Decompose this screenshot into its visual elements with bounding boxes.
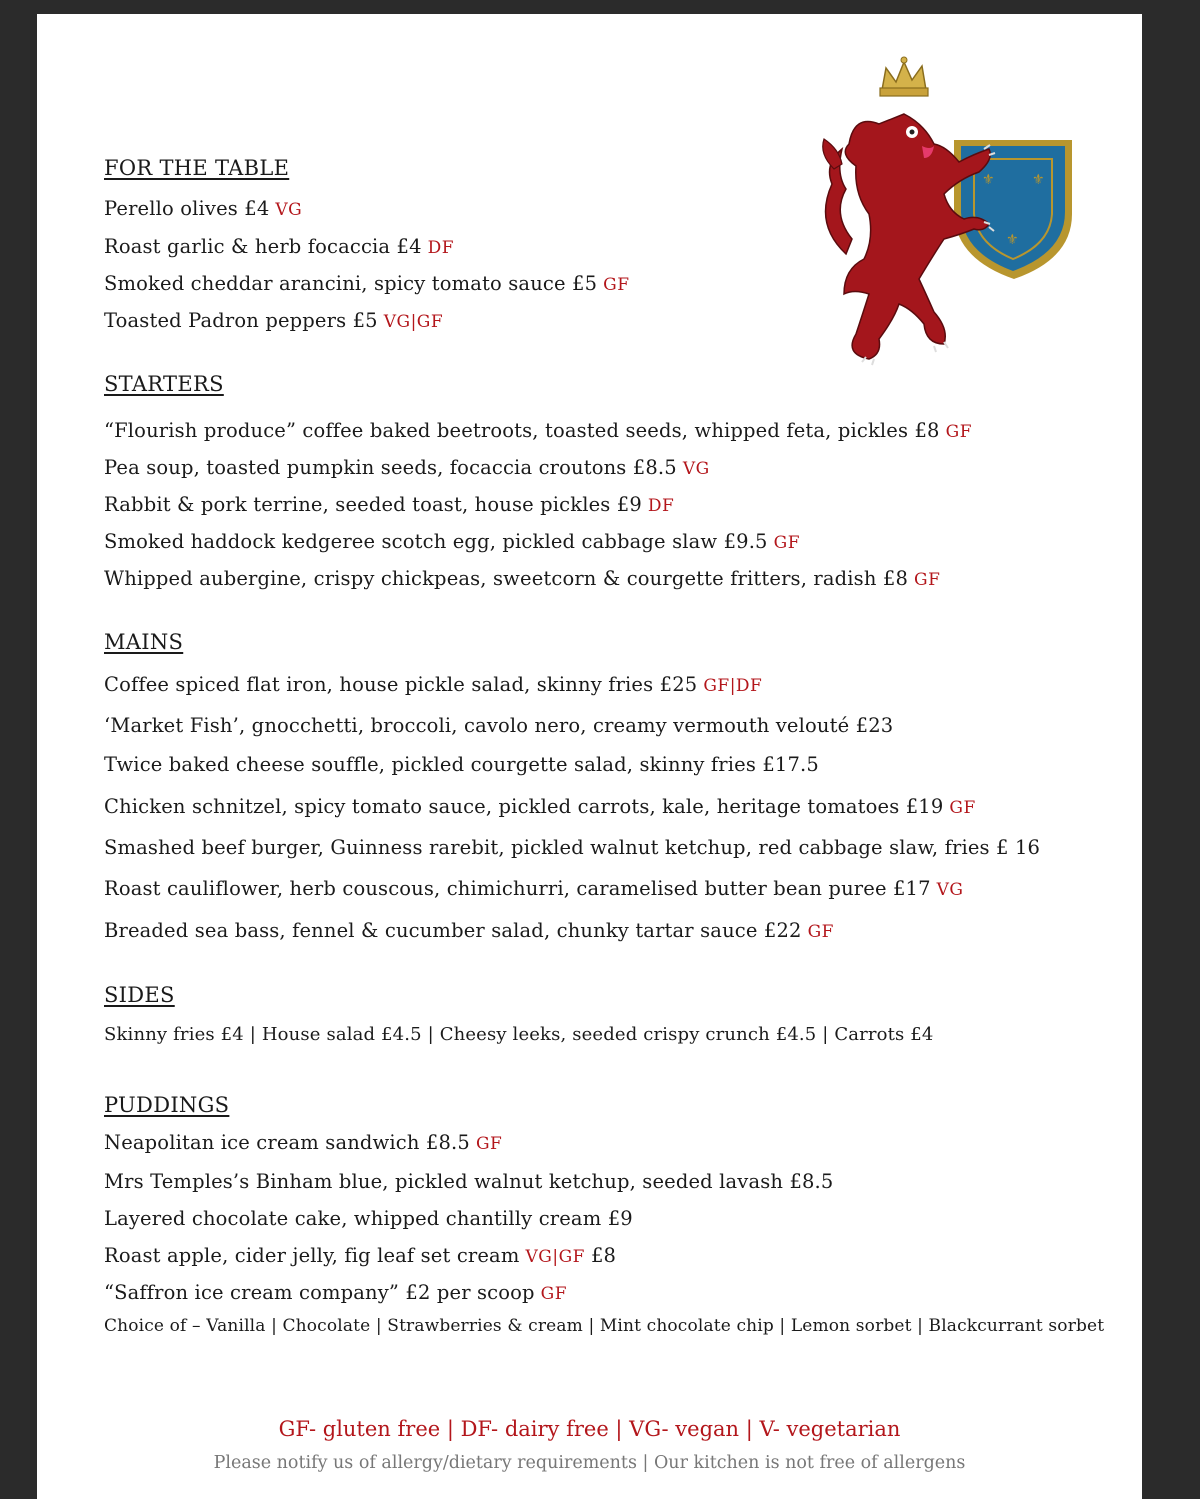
dietary-tag: GF [540, 1284, 568, 1304]
menu-item [104, 530, 800, 553]
dietary-tag: GF [914, 570, 941, 590]
svg-text:⚜: ⚜ [982, 172, 995, 188]
dietary-tag: DF [427, 238, 455, 258]
menu-item-text: Chicken schnitzel, spicy tomato sauce, pickled carrots, kale, heritage tomatoes £19 [104, 795, 944, 818]
menu-item [104, 456, 710, 479]
menu-item-text: Layered chocolate cake, whipped chantilly cream £9 [104, 1207, 633, 1230]
menu-item-text: Smashed beef burger, Guinness rarebit, pickled walnut ketchup, red cabbage slaw, fries £ 16 [104, 836, 1041, 859]
dietary-tag: VG|GF [383, 312, 444, 332]
dietary-tag: VG [936, 880, 964, 900]
menu-item-text: Toasted Padron peppers £5 [104, 309, 378, 332]
menu-item [104, 1131, 502, 1154]
menu-item-text: Breaded sea bass, fennel & cucumber salad, chunky tartar sauce £22 [104, 919, 802, 942]
menu-item-text: Smoked cheddar arancini, spicy tomato sauce £5 [104, 272, 598, 295]
dietary-tag: VG [275, 200, 303, 220]
menu-item [104, 673, 762, 696]
menu-item-text: “Saffron ice cream company” £2 per scoop [104, 1281, 535, 1304]
dietary-tag: DF [647, 496, 675, 516]
menu-item [104, 1281, 567, 1304]
svg-text:⚜: ⚜ [1006, 232, 1019, 248]
section-heading: MAINS [104, 630, 184, 654]
menu-item [104, 1207, 633, 1230]
menu-page [37, 14, 1142, 1499]
section-heading: PUDDINGS [104, 1093, 230, 1117]
menu-item-text: Whipped aubergine, crispy chickpeas, sweetcorn & courgette fritters, radish £8 [104, 567, 909, 590]
menu-item-text: Choice of – Vanilla | Chocolate | Strawberries & cream | Mint chocolate chip | Lemon sorbet | Blackcurrant sorbet [104, 1316, 1105, 1336]
menu-item [104, 836, 1040, 859]
section-heading: FOR THE TABLE [104, 156, 290, 180]
menu-item [104, 714, 893, 737]
menu-item-text: Twice baked cheese souffle, pickled courgette salad, skinny fries £17.5 [104, 753, 819, 776]
menu-item-text: “Flourish produce” coffee baked beetroots, toasted seeds, whipped feta, pickles £8 [104, 419, 940, 442]
dietary-tag: VG|GF [525, 1247, 585, 1267]
dietary-tag: VG [682, 459, 710, 479]
crowned-lion-crest-icon [784, 54, 1084, 374]
dietary-tag: GF|DF [703, 676, 763, 696]
svg-text:⚜: ⚜ [1032, 172, 1045, 188]
dietary-tag: GF [807, 922, 834, 942]
menu-item-text: Skinny fries £4 | House salad £4.5 | Cheesy leeks, seeded crispy crunch £4.5 | Carrots £4 [104, 1024, 934, 1045]
menu-item [104, 753, 819, 776]
menu-item-text: ‘Market Fish’, gnocchetti, broccoli, cavolo nero, creamy vermouth velouté £23 [104, 714, 894, 737]
dietary-tag: GF [949, 798, 976, 818]
menu-item-text: Mrs Temples’s Binham blue, pickled walnut ketchup, seeded lavash £8.5 [104, 1170, 834, 1193]
menu-item [104, 919, 834, 942]
menu-item [104, 419, 972, 442]
menu-item-text: Roast cauliflower, herb couscous, chimichurri, caramelised butter bean puree £17 [104, 877, 931, 900]
menu-item-text: Roast garlic & herb focaccia £4 [104, 235, 422, 258]
menu-item [104, 493, 674, 516]
menu-item [104, 197, 302, 220]
menu-item-text: Perello olives £4 [104, 197, 270, 220]
dietary-tag: GF [773, 533, 800, 553]
menu-item [104, 309, 443, 332]
menu-item-price: £8 [590, 1244, 617, 1267]
section-heading: STARTERS [104, 372, 224, 396]
menu-item-text: Neapolitan ice cream sandwich £8.5 [104, 1131, 470, 1154]
menu-item [104, 235, 454, 258]
menu-item [104, 1244, 616, 1267]
menu-item-text: Rabbit & pork terrine, seeded toast, house pickles £9 [104, 493, 642, 516]
menu-item [104, 272, 630, 295]
menu-item [104, 1316, 1104, 1336]
menu-item [104, 1024, 934, 1045]
menu-item [104, 795, 976, 818]
menu-item [104, 567, 940, 590]
section-heading: SIDES [104, 983, 175, 1007]
menu-item [104, 877, 964, 900]
dietary-legend: GF- gluten free | DF- dairy free | VG- vegan | V- vegetarian [278, 1417, 901, 1441]
menu-item-text: Smoked haddock kedgeree scotch egg, pickled cabbage slaw £9.5 [104, 530, 768, 553]
menu-item-text: Coffee spiced flat iron, house pickle salad, skinny fries £25 [104, 673, 698, 696]
menu-item-text: Roast apple, cider jelly, fig leaf set cream [104, 1244, 520, 1267]
dietary-tag: GF [945, 422, 973, 442]
menu-item [104, 1170, 833, 1193]
menu-item-text: Pea soup, toasted pumpkin seeds, focaccia croutons £8.5 [104, 456, 677, 479]
dietary-tag: GF [475, 1134, 503, 1154]
dietary-tag: GF [603, 275, 630, 295]
allergen-notice: Please notify us of allergy/dietary requirements | Our kitchen is not free of allergens [213, 1453, 966, 1473]
